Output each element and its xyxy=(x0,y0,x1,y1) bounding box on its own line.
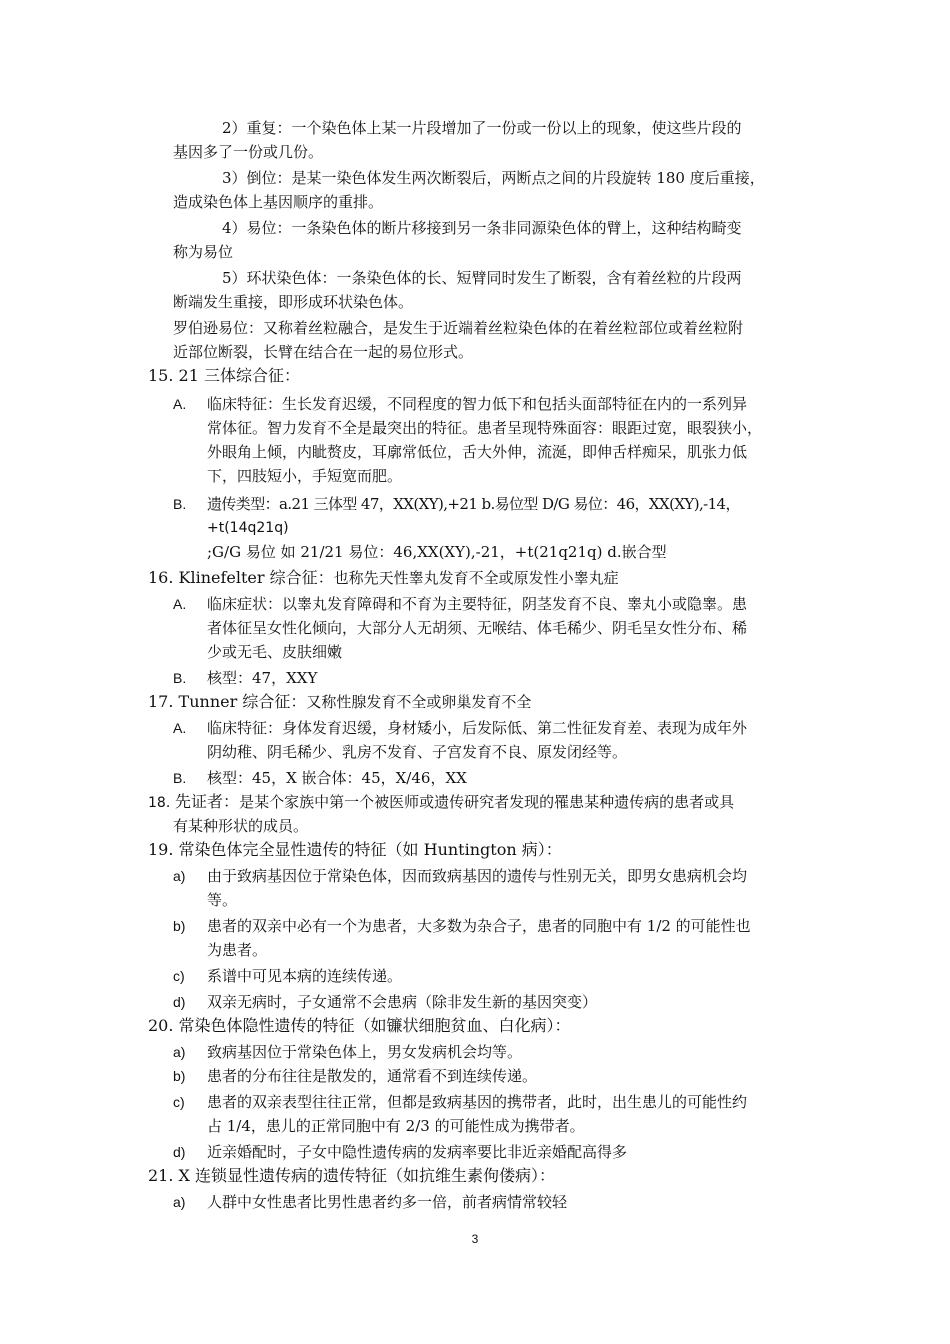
list-item-line: 阴幼稚、阴毛稀少、乳房不发育、子宫发育不良、原发闭经等。 xyxy=(207,743,628,761)
section-heading: 20. 常染色体隐性遗传的特征（如镰状细胞贫血、白化病）： xyxy=(148,1016,571,1035)
list-item-line: 临床特征：生长发育迟缓，不同程度的智力低下和包括头面部特征在内的一系列异 xyxy=(207,395,748,413)
list-item-line: ;G/G 易位 如 21/21 易位：46,XX(XY),-21，+t(21q21q) d.嵌合型 xyxy=(207,543,667,561)
section-heading-title: 先证者： xyxy=(175,792,240,811)
paragraph-line: 基因多了一份或几份。 xyxy=(173,143,324,161)
section-number: 18. xyxy=(148,795,171,811)
list-marker: A. xyxy=(173,596,187,612)
list-item-line: 近亲婚配时，子女中隐性遗传病的发病率要比非近亲婚配高得多 xyxy=(207,1143,628,1161)
list-item-line: 占 1/4，患儿的正常同胞中有 2/3 的可能性成为携带者。 xyxy=(207,1117,585,1135)
list-item-line: 为患者。 xyxy=(207,941,268,959)
section-heading: 15. 21 三体综合征： xyxy=(148,366,300,385)
list-marker: B. xyxy=(173,496,187,512)
list-marker: B. xyxy=(173,770,187,786)
list-marker: A. xyxy=(173,720,187,736)
paragraph-line: 2）重复：一个染色体上某一片段增加了一份或一份以上的现象，使这些片段的 xyxy=(222,119,742,137)
list-marker: b) xyxy=(173,1068,186,1084)
section-heading-note: 又称性腺发育不全或卵巢发育不全 xyxy=(306,693,532,711)
list-item-line: 患者的双亲中必有一个为患者，大多数为杂合子，患者的同胞中有 1/2 的可能性也 xyxy=(207,917,751,935)
section-heading-note: 是某个家族中第一个被医师或遗传研究者发现的罹患某种遗传病的患者或具 xyxy=(239,793,735,811)
list-item-line: 遗传类型：a.21 三体型 47，XX(XY),+21 b.易位型 D/G 易位：46，XX(XY),-14， xyxy=(207,495,740,513)
section-heading xyxy=(148,690,531,714)
list-item-line: 下，四肢短小，手短宽而肥。 xyxy=(207,467,403,485)
section-heading: 21. X 连锁显性遗传病的遗传特征（如抗维生素佝偻病）： xyxy=(148,1166,556,1185)
paragraph-line: 4）易位：一条染色体的断片移接到另一条非同源染色体的臂上，这种结构畸变 xyxy=(222,219,742,237)
section-heading: 19. 常染色体完全显性遗传的特征（如 Huntington 病）： xyxy=(148,840,562,859)
list-item-line: 常体征。智力发育不全是最突出的特征。患者呈现特殊面容：眼距过宽，眼裂狭小， xyxy=(207,419,763,437)
list-item-line: 等。 xyxy=(207,891,238,909)
list-marker: a) xyxy=(173,1194,186,1210)
list-item-line: 患者的双亲表型往往正常，但都是致病基因的携带者，此时，出生患儿的可能性约 xyxy=(207,1093,748,1111)
section-heading xyxy=(148,790,734,815)
list-marker: d) xyxy=(173,994,186,1010)
section-heading-title: 16. Klinefelter 综合征： xyxy=(148,568,334,587)
list-item-line: 少或无毛、皮肤细嫩 xyxy=(207,643,343,661)
paragraph-line: 称为易位 xyxy=(173,243,234,261)
paragraph-line: 5）环状染色体：一条染色体的长、短臂同时发生了断裂，含有着丝粒的片段两 xyxy=(222,269,742,287)
list-marker: a) xyxy=(173,868,186,884)
paragraph-line: 近部位断裂，长臂在结合在一起的易位形式。 xyxy=(173,343,474,361)
list-item-line: 核型：47，XXY xyxy=(207,669,318,687)
section-heading-title: 17. Tunner 综合征： xyxy=(148,692,307,711)
list-marker: B. xyxy=(173,670,187,686)
list-item-line: 临床症状：以睾丸发育障碍和不育为主要特征，阴茎发育不良、睾丸小或隐睾。患 xyxy=(207,595,748,613)
list-item-line: 致病基因位于常染色体上，男女发病机会均等。 xyxy=(207,1043,523,1061)
page-number: 3 xyxy=(471,1232,479,1246)
list-item-line: +t(14q21q) xyxy=(207,520,289,536)
list-item-line: 由于致病基因位于常染色体，因而致病基因的遗传与性别无关，即男女患病机会均 xyxy=(207,867,748,885)
list-item-line: 人群中女性患者比男性患者约多一倍，前者病情常较轻 xyxy=(207,1193,568,1211)
list-item-line: 外眼角上倾，内眦赘皮，耳廓常低位，舌大外伸，流涎，即伸舌样痴呆，肌张力低 xyxy=(207,443,748,461)
paragraph-line: 罗伯逊易位：又称着丝粒融合，是发生于近端着丝粒染色体的在着丝粒部位或着丝粒附 xyxy=(173,319,744,337)
paragraph-line: 有某种形状的成员。 xyxy=(173,817,309,835)
list-item-line: 临床特征：身体发育迟缓，身材矮小，后发际低、第二性征发育差、表现为成年外 xyxy=(207,719,748,737)
list-marker: c) xyxy=(173,1094,185,1110)
paragraph-line: 3）倒位：是某一染色体发生两次断裂后，两断点之间的片段旋转 180 度后重接， xyxy=(222,169,765,187)
list-marker: A. xyxy=(173,396,187,412)
paragraph-line: 造成染色体上基因顺序的重排。 xyxy=(173,193,384,211)
list-marker: a) xyxy=(173,1044,186,1060)
list-item-line: 双亲无病时，子女通常不会患病（除非发生新的基因突变） xyxy=(207,993,598,1011)
list-item-line: 系谱中可见本病的连续传递。 xyxy=(207,967,403,985)
section-heading-note: 也称先天性睾丸发育不全或原发性小睾丸症 xyxy=(333,569,619,587)
list-item-line: 者体征呈女性化倾向，大部分人无胡须、无喉结、体毛稀少、阴毛呈女性分布、稀 xyxy=(207,619,748,637)
section-heading xyxy=(148,566,619,590)
list-item-line: 患者的分布往往是散发的，通常看不到连续传递。 xyxy=(207,1067,538,1085)
list-item-line: 核型：45，X 嵌合体：45，X/46，XX xyxy=(207,769,467,787)
list-marker: b) xyxy=(173,918,186,934)
list-marker: d) xyxy=(173,1144,186,1160)
list-marker: c) xyxy=(173,968,185,984)
paragraph-line: 断端发生重接，即形成环状染色体。 xyxy=(173,293,414,311)
